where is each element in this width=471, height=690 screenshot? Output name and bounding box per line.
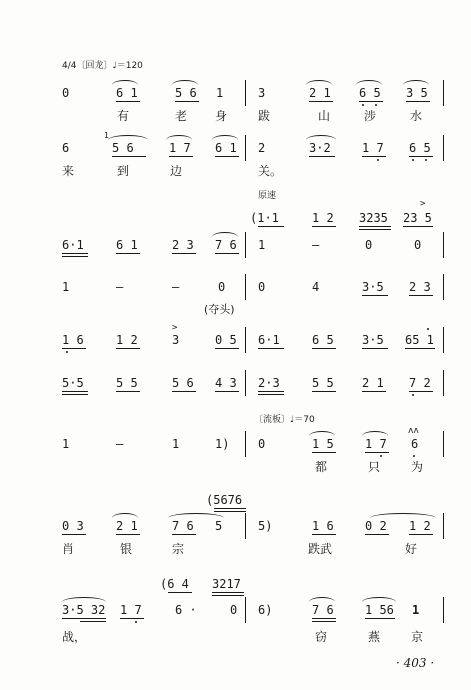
note: 0 2 bbox=[365, 519, 387, 533]
note: 0 bbox=[414, 238, 422, 252]
note: 1 6 bbox=[312, 519, 334, 533]
bar-line bbox=[443, 135, 444, 161]
note: 5 6 bbox=[172, 376, 194, 390]
lyric: 只 bbox=[368, 460, 381, 474]
ornament-mark: ʌʌ bbox=[408, 426, 419, 436]
note: 5) bbox=[258, 519, 273, 533]
lyric: 燕 bbox=[368, 630, 381, 644]
note: — bbox=[172, 280, 180, 294]
lyric: 来 bbox=[62, 164, 75, 178]
lyric: 水 bbox=[410, 109, 423, 123]
lyric: 有 bbox=[117, 109, 130, 123]
note: 3·2 bbox=[309, 141, 331, 155]
bar-line bbox=[245, 80, 246, 106]
note: 6 · bbox=[175, 603, 197, 617]
lyric: 边 bbox=[170, 164, 183, 178]
note: 65 1 bbox=[405, 333, 434, 347]
lyric: 银 bbox=[120, 542, 133, 556]
lyric: 肖 bbox=[62, 542, 75, 556]
note: 0 5 bbox=[215, 333, 237, 347]
note: 1 6 bbox=[62, 333, 84, 347]
note: 1 bbox=[216, 86, 224, 100]
note: 1 7 bbox=[362, 141, 384, 155]
note: 5 6 bbox=[175, 86, 197, 100]
note: 0 bbox=[258, 280, 266, 294]
lyric: 老 bbox=[175, 109, 188, 123]
bar-line bbox=[443, 513, 444, 539]
note: 2 bbox=[258, 141, 266, 155]
note: 3 bbox=[172, 333, 180, 347]
bar-line bbox=[245, 597, 246, 623]
note: 7 6 bbox=[312, 603, 334, 617]
lyric: 跌武 bbox=[308, 542, 333, 556]
accent-mark: > bbox=[172, 323, 178, 333]
note: 1 bbox=[62, 280, 70, 294]
note: 3 bbox=[258, 86, 266, 100]
note: 7 6 bbox=[172, 519, 194, 533]
bar-line bbox=[443, 274, 444, 300]
lyric: 为 bbox=[411, 460, 424, 474]
note: 1 bbox=[62, 437, 70, 451]
note: — bbox=[116, 437, 124, 451]
bar-line bbox=[443, 327, 444, 353]
lyric: 涉 bbox=[364, 109, 377, 123]
note: 3 5 bbox=[406, 86, 428, 100]
note: 3·5 bbox=[362, 333, 384, 347]
note: 1 2 bbox=[409, 519, 431, 533]
note: 6 1 bbox=[116, 86, 138, 100]
note: 2 1 bbox=[309, 86, 331, 100]
note: 0 bbox=[62, 86, 70, 100]
note: 6) bbox=[258, 603, 273, 617]
tempo-label: 原速 bbox=[258, 191, 277, 201]
note: 6 1 bbox=[215, 141, 237, 155]
note: 4 3 bbox=[215, 376, 237, 390]
bar-line bbox=[245, 232, 246, 258]
note: 1 2 bbox=[312, 211, 334, 225]
note: 3·5 32 bbox=[62, 603, 106, 617]
note: 0 bbox=[230, 603, 238, 617]
bar-line bbox=[245, 431, 246, 457]
bar-line bbox=[245, 327, 246, 353]
note: 3·5 bbox=[362, 280, 384, 294]
note: 2 1 bbox=[362, 376, 384, 390]
note: 2 1 bbox=[116, 519, 138, 533]
note: 1 5 bbox=[312, 437, 334, 451]
note: 5 bbox=[215, 519, 223, 533]
lyric: 到 bbox=[117, 164, 130, 178]
note: 7 6 bbox=[215, 238, 237, 252]
note: (1·1 bbox=[250, 211, 279, 225]
note: 1) bbox=[215, 437, 230, 451]
lyric: 跋 bbox=[258, 109, 271, 123]
tempo-marking: 4/4〔回龙〕♩＝120 bbox=[62, 61, 143, 71]
note: 2·3 bbox=[258, 376, 280, 390]
note: 1 7 bbox=[120, 603, 142, 617]
note: 3217 bbox=[212, 577, 241, 591]
lyric: 山 bbox=[318, 109, 331, 123]
lyric: 窃 bbox=[315, 630, 328, 644]
note: 1 56 bbox=[365, 603, 394, 617]
note: 6 bbox=[62, 141, 70, 155]
note: 2 3 bbox=[172, 238, 194, 252]
note: 3235 bbox=[359, 211, 388, 225]
tempo-label: 〔流板〕♩＝70 bbox=[254, 415, 315, 425]
bar-line bbox=[245, 370, 246, 396]
bar-line bbox=[245, 135, 246, 161]
note: 23 5 bbox=[403, 211, 432, 225]
bar-line bbox=[443, 431, 444, 457]
note: — bbox=[116, 280, 124, 294]
note: 1 bbox=[258, 238, 266, 252]
lyric: 战， bbox=[62, 630, 87, 644]
note: 7 2 bbox=[409, 376, 431, 390]
note: 5 5 bbox=[116, 376, 138, 390]
page-number: · 403 · bbox=[396, 656, 435, 670]
bar-line bbox=[443, 80, 444, 106]
lyric: 好 bbox=[405, 542, 418, 556]
grace-note: 1 bbox=[104, 131, 109, 140]
bar-line bbox=[245, 513, 246, 539]
note: 1 2 bbox=[116, 333, 138, 347]
note: 6·1 bbox=[62, 238, 84, 252]
note: (5676 bbox=[206, 493, 243, 507]
bar-line bbox=[443, 597, 444, 623]
note: 6 5 bbox=[409, 141, 431, 155]
note: 1 bbox=[412, 603, 420, 617]
note: 0 bbox=[365, 238, 373, 252]
bar-line bbox=[245, 274, 246, 300]
bar-line bbox=[443, 232, 444, 258]
bar-line bbox=[443, 370, 444, 396]
note: 1 7 bbox=[365, 437, 387, 451]
note: 5 6 bbox=[112, 141, 134, 155]
lyric: 宗 bbox=[172, 542, 185, 556]
note: 6 bbox=[411, 437, 419, 451]
note: 6·1 bbox=[258, 333, 280, 347]
note: 4 bbox=[312, 280, 320, 294]
note: — bbox=[312, 238, 320, 252]
lyric: 身 bbox=[215, 109, 228, 123]
note: 0 3 bbox=[62, 519, 84, 533]
lyric: 京 bbox=[411, 630, 424, 644]
note: 5·5 bbox=[62, 376, 84, 390]
lyric: 关。 bbox=[258, 164, 283, 178]
note: 5 5 bbox=[312, 376, 334, 390]
lyric: 都 bbox=[315, 460, 328, 474]
note: 1 7 bbox=[169, 141, 191, 155]
note: 6 1 bbox=[116, 238, 138, 252]
note: 0 bbox=[218, 280, 226, 294]
note: 0 bbox=[258, 437, 266, 451]
note: 1 bbox=[172, 437, 180, 451]
accent-mark: > bbox=[420, 199, 426, 209]
section-label: (夺头) bbox=[204, 303, 235, 316]
note: 2 3 bbox=[409, 280, 431, 294]
note: 6 5 bbox=[312, 333, 334, 347]
note: 6 5 bbox=[359, 86, 381, 100]
note: (6 4 bbox=[160, 577, 189, 591]
